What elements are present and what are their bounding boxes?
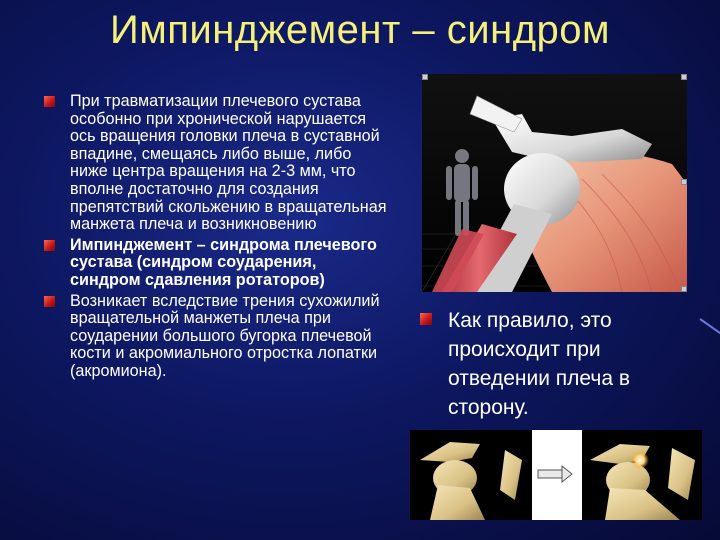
bullet-item-2 xyxy=(44,237,389,290)
shoulder-illustration xyxy=(422,74,687,292)
bullet-marker-icon xyxy=(44,96,55,107)
bullet-text-3: Возникает вследствие трения сухожилий вращательной манжеты плеча при соударении большого бугорка плечевой кости и акромиального отростка лопатки (акромиона). xyxy=(70,291,380,380)
abduction-illustration xyxy=(410,430,702,520)
bullet-marker-icon xyxy=(44,296,55,307)
resize-handle xyxy=(681,74,687,80)
resize-handle xyxy=(681,179,687,185)
bullet-marker-icon xyxy=(44,240,55,251)
bullet-list xyxy=(44,93,389,381)
right-bullet xyxy=(420,306,680,422)
bullet-item-3 xyxy=(44,293,389,381)
slide-title: Импинджемент – синдром xyxy=(109,8,611,52)
abduction-sequence-image xyxy=(410,430,702,520)
right-bullet-text: Как правило, это происходит при отведении плеча в сторону. xyxy=(448,309,631,419)
bullet-text-1: При травматизации плечевого сустава особонно при хронической нарушается ось вращения головки плеча в суставной впадине, смещаясь либо выше, либо ниже центра вращения на 2-3 мм, что вполне достаточно для создания препятствий скольжению в вращательная манжета плеча и возникновению xyxy=(70,92,387,234)
bullet-item-1 xyxy=(44,93,389,234)
resize-handle xyxy=(422,74,428,80)
bullet-marker-icon xyxy=(420,313,432,325)
shoulder-anatomy-image xyxy=(422,74,687,292)
bullet-text-2: Импинджемент – синдрома плечевого сустава (синдром соударения, синдром сдавления ротаторов) xyxy=(70,235,377,289)
decorative-line xyxy=(699,318,720,337)
resize-handle xyxy=(681,286,687,292)
